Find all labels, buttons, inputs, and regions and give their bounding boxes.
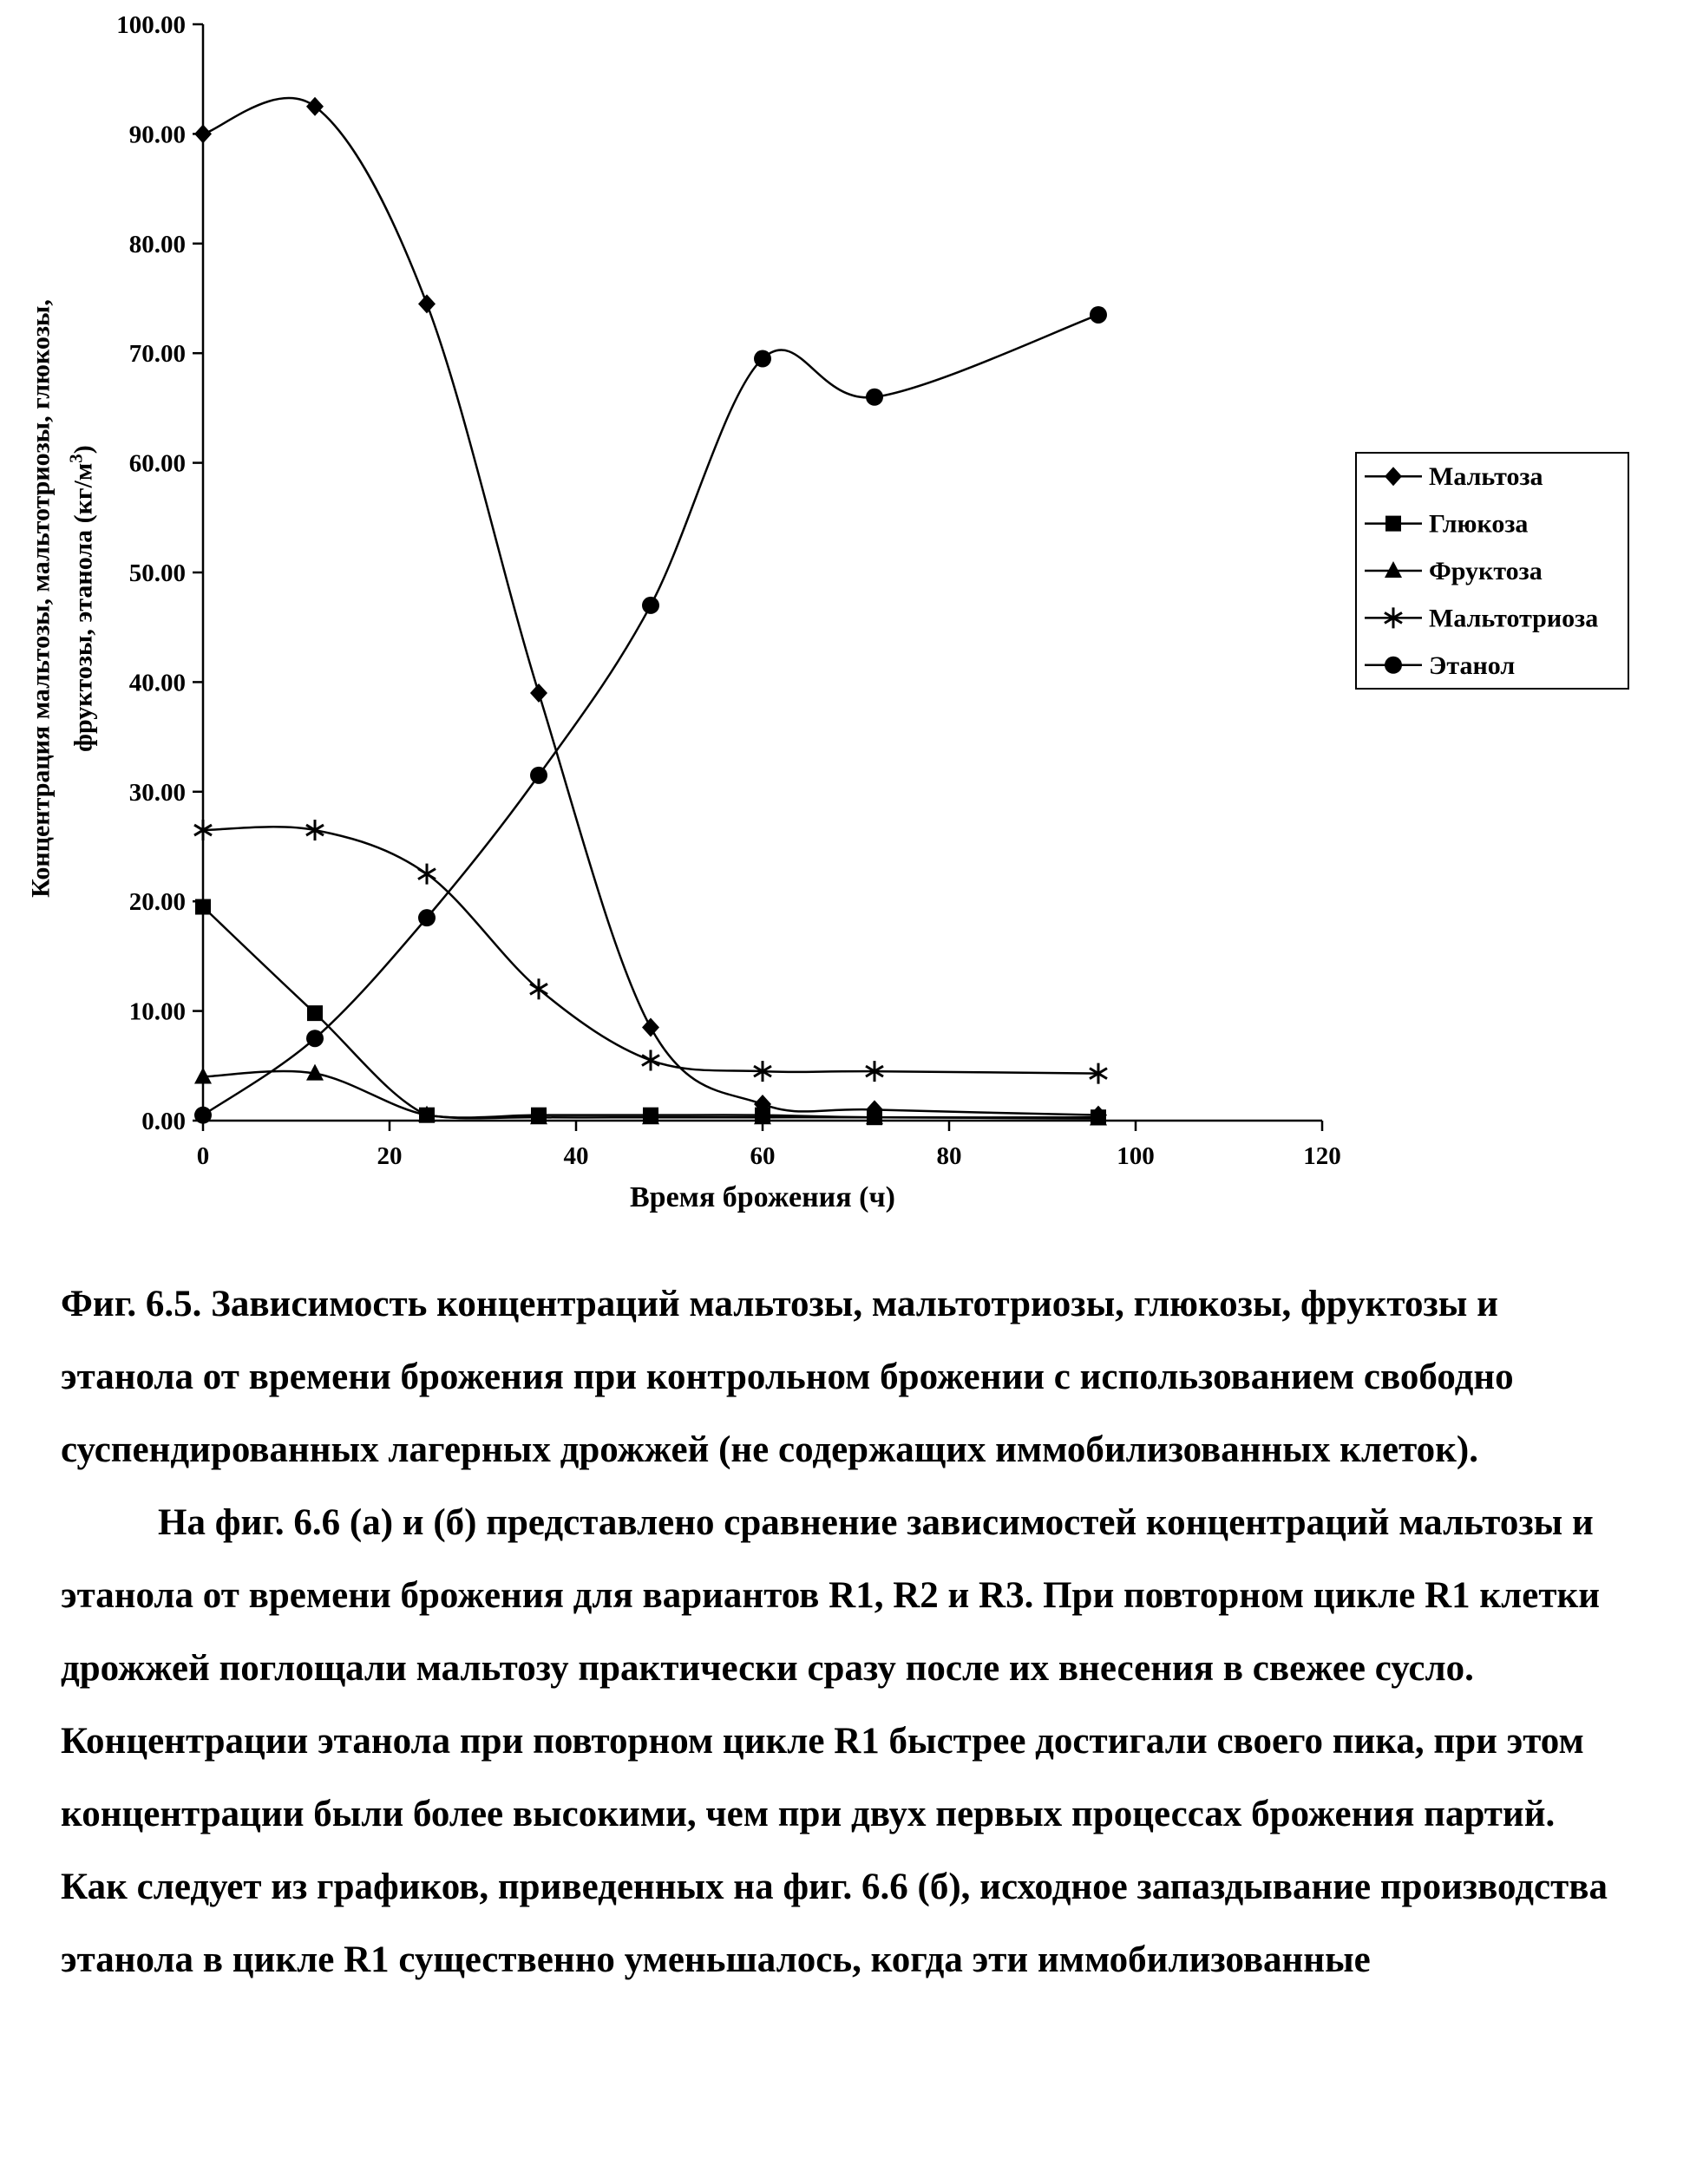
diamond-marker [530, 683, 547, 703]
body-paragraph: На фиг. 6.6 (а) и (б) представлено сравнение зависимостей концентраций мальтозы и этанола от времени брожения для вариантов R1, R2 и R3. При повторном цикле R1 клетки дрожжей поглощали мальтозу практически сразу после их внесения в свежее сусло. Концентрации этанола при повторном цикле R1 быстрее достигали своего пика, при этом концентрации были более высокими, чем при двух первых процессах брожения партий. Как следует из графиков, приведенных на фиг. 6.6 (б), исходное запаздывание производства этанола в цикле R1 существенно уменьшалось, когда эти иммобилизованные [61, 1502, 1608, 1980]
diamond-marker [418, 294, 436, 313]
y-tick-label: 100.00 [116, 11, 186, 39]
x-tick-label: 20 [377, 1142, 403, 1170]
diamond-marker [306, 97, 324, 116]
y-axis-title [24, 191, 102, 1006]
text-block [61, 1268, 1618, 1997]
square-marker [1385, 516, 1401, 532]
square-marker [195, 899, 211, 915]
diamond-marker [642, 1018, 659, 1037]
x-axis-title: Время брожения (ч) [630, 1181, 895, 1213]
legend-label: Фруктоза [1429, 557, 1543, 585]
y-tick-label: 90.00 [128, 121, 186, 149]
series-circle [194, 306, 1107, 1124]
x-tick-label: 0 [196, 1142, 210, 1170]
legend-label: Этанол [1429, 651, 1516, 680]
figure-caption: Фиг. 6.5. Зависимость концентраций мальтозы, мальтотриозы, глюкозы, фруктозы и этанола от времени брожения при контрольном брожении с использованием свободно суспендированных лагерных дрожжей (не содержащих иммобилизованных клеток). [61, 1284, 1514, 1470]
series-line [203, 315, 1098, 1115]
square-marker [307, 1005, 323, 1021]
diamond-marker [194, 124, 212, 143]
y-tick-label: 10.00 [128, 997, 186, 1026]
y-tick-label: 40.00 [128, 669, 186, 697]
circle-marker [1090, 306, 1107, 324]
series-asterisk [194, 820, 1107, 1084]
y-axis-title-line2: фруктозы, этанола $(кг/м^3)$ [65, 445, 98, 752]
y-axis-title-line1: Концентрация мальтозы, мальтотриозы, глюкозы, [26, 299, 56, 898]
circle-marker [418, 909, 436, 926]
series-line [203, 907, 1098, 1118]
legend-label: Мальтоза [1429, 462, 1543, 492]
y-tick-label: 70.00 [128, 340, 186, 369]
y-tick-label: 30.00 [128, 778, 186, 807]
x-tick-label: 100 [1117, 1142, 1155, 1170]
legend-label: Глюкоза [1429, 509, 1529, 539]
y-tick-label: 80.00 [128, 230, 186, 258]
y-axis-title-superscript: 3 [65, 454, 87, 463]
circle-marker [306, 1030, 324, 1047]
y-tick-label: 60.00 [128, 449, 186, 478]
circle-marker [642, 597, 659, 614]
circle-marker [866, 389, 883, 406]
legend [1356, 453, 1628, 689]
x-tick-label: 40 [563, 1142, 589, 1170]
x-tick-label: 60 [750, 1142, 776, 1170]
y-tick-label: 50.00 [128, 559, 186, 587]
circle-marker [194, 1107, 212, 1124]
legend-label: Мальтотриоза [1429, 604, 1599, 633]
series-square [195, 899, 1106, 1126]
circle-marker [530, 767, 547, 784]
x-tick-label: 80 [936, 1142, 962, 1170]
circle-marker [1385, 657, 1402, 674]
y-tick-label: 20.00 [128, 888, 186, 917]
y-tick-label: 0.00 [141, 1108, 186, 1135]
circle-marker [754, 350, 771, 368]
x-tick-label: 120 [1303, 1142, 1341, 1170]
